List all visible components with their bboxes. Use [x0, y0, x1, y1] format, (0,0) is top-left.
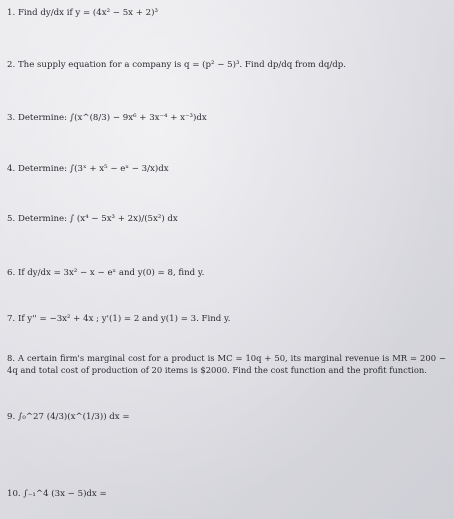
question-7-number: 7. [7, 314, 16, 324]
question-1 [7, 7, 446, 19]
question-10 [7, 488, 446, 500]
question-8-text: A certain firm's marginal cost for a product is MC = 10q + 50, its marginal revenue is MR = 200 − 4q and total cost of production of 20 items is $2000. Find the cost function and the profit function. [7, 353, 446, 375]
question-9-number: 9. [7, 412, 16, 422]
question-4-number: 4. [7, 164, 16, 174]
question-2 [7, 59, 446, 71]
question-7 [7, 313, 446, 325]
question-3-text: Determine: ∫(x^(8/3) − 9x⁶ + 3x⁻⁴ + x⁻³)dx [17, 113, 207, 123]
question-4-text: Determine: ∫(3ˣ + x⁵ − eˣ − 3/x)dx [17, 164, 169, 174]
question-9-text: ∫₀^27 (4/3)(x^(1/3)) dx = [17, 412, 130, 422]
question-2-number: 2. [7, 60, 16, 70]
question-6-text: If dy/dx = 3x² − x − eˣ and y(0) = 8, find y. [17, 268, 205, 278]
question-3 [7, 112, 446, 124]
question-10-text: ∫₋₁^4 (3x − 5)dx = [23, 489, 107, 499]
question-8-number: 8. [7, 353, 15, 363]
question-3-number: 3. [7, 113, 16, 123]
question-10-number: 10. [7, 489, 21, 499]
question-6 [7, 267, 446, 279]
question-5-number: 5. [7, 214, 16, 224]
question-5 [7, 213, 446, 225]
question-1-text: Find dy/dx if y = (4x² − 5x + 2)³ [17, 8, 158, 18]
question-2-text: The supply equation for a company is q = (p² − 5)³. Find dp/dq from dq/dp. [17, 60, 346, 70]
question-9 [7, 411, 446, 423]
question-6-number: 6. [7, 268, 16, 278]
question-1-number: 1. [7, 8, 16, 18]
question-4 [7, 163, 446, 175]
question-5-text: Determine: ∫ (x⁴ − 5x³ + 2x)/(5x²) dx [17, 214, 178, 224]
question-7-text: If y'' = −3x² + 4x ; y'(1) = 2 and y(1) = 3. Find y. [17, 314, 231, 324]
question-8 [7, 353, 446, 376]
